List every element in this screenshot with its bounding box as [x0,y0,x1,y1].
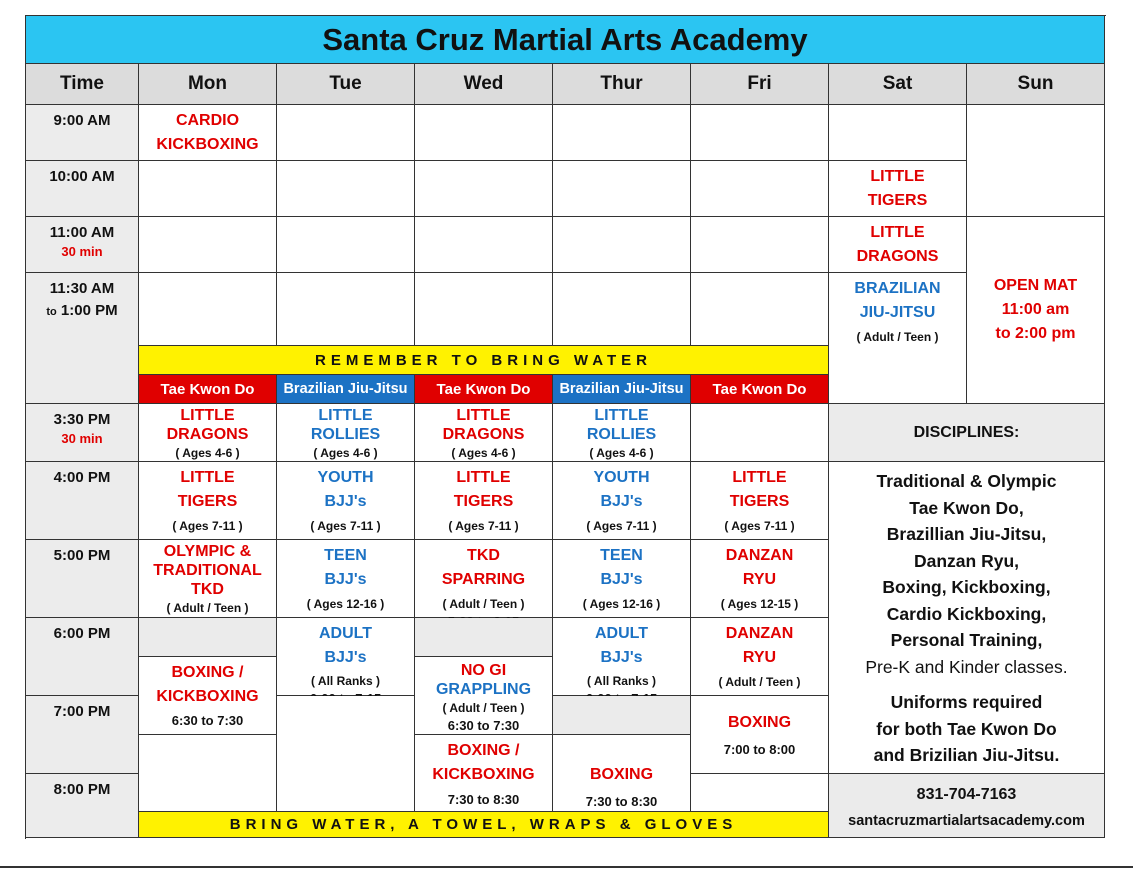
class-note: ( Ages 7-11 ) [724,519,795,533]
phone-number: 831-704-7163 [916,786,1017,803]
class-mon-cardio-kickboxing [139,105,277,161]
time-label: 10:00 AM [49,168,115,185]
time-1130am [26,273,139,404]
class-wed-little-tigers [415,462,553,540]
class-name: LITTLE [180,407,235,424]
class-note: ( Adult / Teen ) [442,701,525,715]
class-note: ( Ages 7-11 ) [586,519,657,533]
class-name: DRAGONS [442,426,525,443]
discipline-item: Danzan Ryu, [913,550,1020,571]
discipline-item: Boxing, Kickboxing, [882,577,1051,597]
empty-cell [277,161,415,217]
header-mon: Mon [139,64,277,105]
header-tue: Tue [277,64,415,105]
class-thu-boxing [553,735,691,812]
empty-cell [829,105,967,161]
class-time: 7:30 to 8:30 [585,794,658,809]
class-note: ( Adult / Teen ) [442,597,525,611]
class-name: LITTLE [870,168,925,185]
break-cell [415,618,553,657]
class-note: ( Ages 4-6 ) [313,446,378,460]
class-name: LITTLE [732,469,787,486]
class-name: YOUTH [317,469,374,486]
empty-cell [277,105,415,161]
class-name: TEEN [324,547,367,564]
class-note: ( Ages 12-16 ) [306,597,385,611]
time-label: 4:00 PM [53,469,111,486]
class-name: LITTLE [318,407,373,424]
class-fri-danzan-ryu [691,540,829,618]
time-end-label: 1:00 PM [60,302,118,319]
uniforms-note: and Brizilian Jiu-Jitsu. [873,745,1060,765]
time-label: 11:00 AM [49,224,115,241]
schedule-title: Santa Cruz Martial Arts Academy [26,16,1105,64]
class-fri-danzan-ryu-adult [691,618,829,696]
empty-cell [277,273,415,346]
discipline-item: Tae Kwon Do, [909,497,1024,518]
discipline-item: Pre-K and Kinder classes. [865,656,1068,677]
class-name: LITTLE [594,407,649,424]
time-label: 6:00 PM [53,625,111,642]
empty-cell [691,774,829,812]
class-tue-youth-bjj [277,462,415,540]
class-name: BJJ's [324,649,367,666]
class-name: ADULT [318,625,373,642]
class-note: ( Ages 4-6 ) [589,446,654,460]
class-name: BOXING / [447,742,520,759]
class-name: YOUTH [593,469,650,486]
class-name: JIU-JITSU [859,304,936,321]
class-thu-teen-bjj [553,540,691,618]
time-label: 9:00 AM [53,112,111,129]
time-6pm [26,618,139,696]
discipline-label-thur: Brazilian Jiu-Jitsu [553,375,691,404]
class-note: ( Ages 4-6 ) [175,446,240,460]
class-name: BOXING [727,713,792,731]
header-sat: Sat [829,64,967,105]
class-name: ROLLIES [586,426,657,443]
header-sun: Sun [967,64,1105,105]
class-name: KICKBOXING [432,766,535,783]
discipline-item: Traditional & Olympic [876,471,1057,491]
class-mon-little-tigers [139,462,277,540]
empty-cell [967,105,1105,217]
empty-cell [139,161,277,217]
class-name: DRAGONS [856,248,939,265]
empty-cell [553,273,691,346]
class-time: 6:30 to 7:30 [171,713,244,728]
website-url: santacruzmartialartsacademy.com [848,813,1085,829]
class-note: ( Ages 4-6 ) [451,446,516,460]
empty-cell [691,273,829,346]
class-name: KICKBOXING [156,688,259,705]
class-note: ( Adult / Teen ) [718,675,801,689]
class-thu-little-rollies [553,404,691,462]
empty-cell [139,735,277,812]
disciplines-panel [829,462,1105,774]
empty-cell [139,217,277,273]
time-4pm [26,462,139,540]
time-label: 11:30 AM [49,280,115,297]
header-time: Time [26,64,139,105]
empty-cell [553,161,691,217]
empty-cell [415,273,553,346]
class-name: OPEN MAT [993,277,1078,294]
class-name: SPARRING [441,571,526,588]
break-cell [553,696,691,735]
class-name: TIGERS [729,493,790,510]
time-8pm [26,774,139,838]
class-tue-little-rollies [277,404,415,462]
discipline-label-mon: Tae Kwon Do [139,375,277,404]
class-name: BJJ's [324,493,367,510]
empty-cell [691,217,829,273]
class-name: LITTLE [456,469,511,486]
class-mon-boxing-kickboxing [139,657,277,735]
class-note: ( All Ranks ) [587,674,656,688]
class-name: LITTLE [456,407,511,424]
class-name: TIGERS [453,493,514,510]
class-fri-boxing [691,696,829,774]
time-5pm [26,540,139,618]
reminder-banner-water: REMEMBER TO BRING WATER [139,346,829,375]
class-name: TKD [467,547,500,564]
class-time: 7:30 to 8:30 [447,792,520,807]
class-sat-brazilian-jiu-jitsu [829,273,967,404]
class-mon-little-dragons [139,404,277,462]
class-name: ROLLIES [310,426,381,443]
class-note: ( Adult / Teen ) [166,601,249,615]
time-label: 8:00 PM [53,781,111,798]
time-label: 7:00 PM [53,703,111,720]
class-wed-boxing-kickboxing [415,735,553,812]
schedule-grid [25,15,1106,839]
time-330pm [26,404,139,462]
empty-cell [553,105,691,161]
time-10am [26,161,139,217]
class-sat-little-dragons [829,217,967,273]
break-cell [139,618,277,657]
class-time: to 2:00 pm [995,325,1076,342]
disciplines-header: DISCIPLINES: [829,404,1105,462]
discipline-item: Brazillian Jiu-Jitsu, [886,524,1047,544]
class-tue-teen-bjj [277,540,415,618]
class-wed-tkd-sparring [415,540,553,618]
class-name: OLYMPIC & [163,543,252,560]
class-note: ( Ages 12-15 ) [720,597,799,611]
class-wed-little-dragons [415,404,553,462]
empty-cell [553,217,691,273]
header-fri: Fri [691,64,829,105]
class-name: TRADITIONAL [153,562,262,579]
class-name: TEEN [600,547,643,564]
time-duration: 30 min [61,431,103,446]
class-sat-little-tigers [829,161,967,217]
class-name: ADULT [594,625,649,642]
empty-cell [691,105,829,161]
empty-cell [277,696,415,812]
contact-panel [829,774,1105,838]
time-duration: 30 min [61,244,103,259]
class-name: TIGERS [177,493,238,510]
uniforms-note: for both Tae Kwon Do [876,718,1057,739]
discipline-label-fri: Tae Kwon Do [691,375,829,404]
time-label: 5:00 PM [53,547,111,564]
class-name: NO GI [460,662,507,679]
class-name: DANZAN [725,547,794,564]
class-time: 7:00 to 8:00 [723,741,796,757]
class-name: BOXING [589,766,654,783]
class-name: BJJ's [600,649,643,666]
time-range-end [46,300,117,323]
empty-cell [415,105,553,161]
discipline-item: Cardio Kickboxing, [886,603,1047,624]
class-name: TKD [191,581,224,598]
class-sun-open-mat [967,217,1105,404]
empty-cell [277,217,415,273]
discipline-label-tue: Brazilian Jiu-Jitsu [277,375,415,404]
class-thu-adult-bjj [553,618,691,696]
class-wed-no-gi-grappling [415,657,553,735]
class-note: ( All Ranks ) [311,674,380,688]
discipline-item: Personal Training, [890,630,1043,650]
class-name: BJJ's [324,571,367,588]
class-name: RYU [742,571,777,588]
header-wed: Wed [415,64,553,105]
empty-cell [415,161,553,217]
time-to-word: to [46,306,57,318]
class-name: RYU [742,649,777,666]
time-11am [26,217,139,273]
time-label: 3:30 PM [53,411,111,428]
class-note: ( Ages 12-16 ) [582,597,661,611]
page-divider [0,866,1133,868]
class-name: DRAGONS [166,426,249,443]
class-name: DANZAN [725,625,794,642]
class-name: KICKBOXING [156,136,259,153]
header-thur: Thur [553,64,691,105]
empty-cell [139,273,277,346]
class-tue-adult-bjj [277,618,415,696]
empty-cell [691,404,829,462]
class-name: BOXING / [171,664,244,681]
class-name: BJJ's [600,571,643,588]
class-note: ( Ages 7-11 ) [172,519,243,533]
class-time: 6:30 to 7:30 [447,718,520,733]
uniforms-note: Uniforms required [890,692,1043,712]
class-note: ( Ages 7-11 ) [448,519,519,533]
class-name: LITTLE [180,469,235,486]
class-note: ( Adult / Teen ) [856,330,939,344]
class-time: 11:00 am [1001,301,1070,318]
class-thu-youth-bjj [553,462,691,540]
discipline-label-wed: Tae Kwon Do [415,375,553,404]
time-7pm [26,696,139,774]
class-name: GRAPPLING [435,681,532,698]
class-fri-little-tigers [691,462,829,540]
class-name: CARDIO [175,112,240,129]
reminder-banner-gear: BRING WATER, A TOWEL, WRAPS & GLOVES [139,812,829,838]
empty-cell [691,161,829,217]
time-9am [26,105,139,161]
class-name: TIGERS [867,192,928,209]
class-note: ( Ages 7-11 ) [310,519,381,533]
class-mon-olympic-traditional-tkd [139,540,277,618]
class-name: BRAZILIAN [854,280,941,297]
class-name: BJJ's [600,493,643,510]
empty-cell [415,217,553,273]
class-name: LITTLE [870,224,925,241]
